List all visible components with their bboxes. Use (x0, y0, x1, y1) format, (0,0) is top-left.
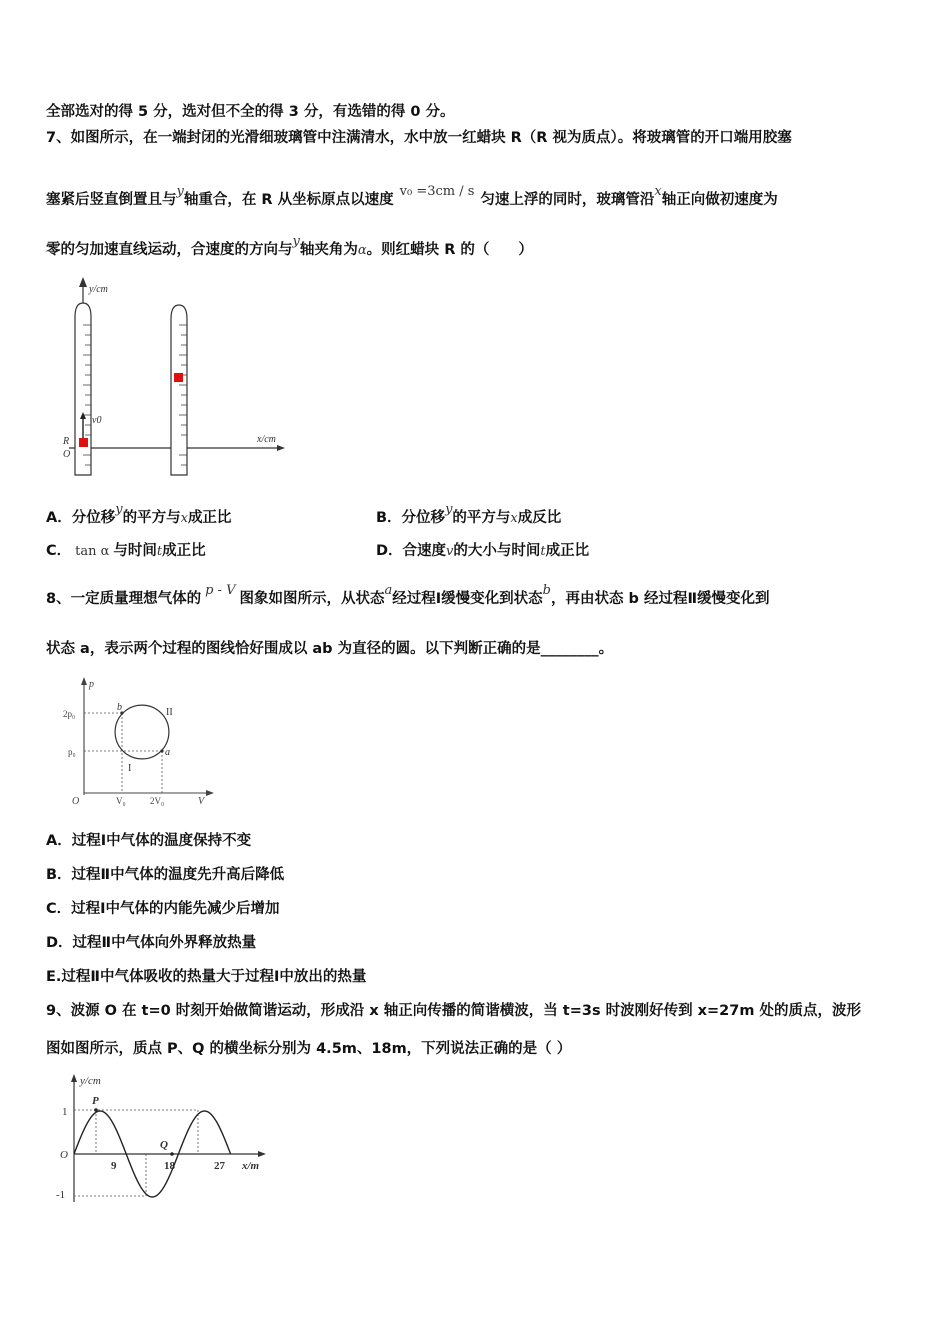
q8-option-b[interactable]: B．过程Ⅱ中气体的温度先升高后降低 (46, 867, 285, 883)
q7-option-a-pre: A．分位移 (46, 510, 116, 526)
q8-a-symbol: a (384, 583, 393, 598)
q8-pv-figure (62, 675, 222, 807)
q7-option-a-x: x (180, 511, 188, 526)
q8-option-d[interactable]: D．过程Ⅱ中气体向外界释放热量 (46, 935, 257, 951)
q8-tick-2v0: 2V₀ (150, 796, 165, 806)
q7-tube-right (171, 305, 187, 475)
q8-line1-b: 图象如图所示，从状态 (239, 591, 385, 607)
q7-wax-block-start (79, 438, 88, 447)
q7-option-b[interactable] (376, 502, 562, 529)
q7-line3-c: 。则红蜡块 R 的（ ） (366, 242, 533, 258)
q7-x-arrow (277, 445, 285, 451)
q7-tube-left (75, 303, 91, 475)
q7-option-d-v: v (446, 544, 454, 559)
q7-v0-expression: v₀ =3cm / s (399, 184, 475, 199)
q8-origin-label: O (72, 796, 80, 807)
q8-line1-a: 8、一定质量理想气体的 (46, 591, 202, 607)
q7-option-d-mid: 的大小与时间 (453, 543, 541, 559)
q9-wave-figure (42, 1070, 282, 1210)
q7-x-symbol: x (654, 184, 662, 199)
q9-tick-27: 27 (214, 1160, 225, 1172)
q8-line2: 状态 a，表示两个过程的图线恰好围成以 ab 为直径的圆。以下判断正确的是________。 (46, 641, 614, 657)
intro-text: 全部选对的得 5 分，选对但不全的得 3 分，有选错的得 0 分。 (46, 104, 455, 120)
q9-tick-minus1: -1 (56, 1189, 66, 1201)
q8-option-c[interactable]: C．过程Ⅰ中气体的内能先减少后增加 (46, 901, 280, 917)
q7-alpha-symbol: α (357, 243, 367, 258)
q8-label-a: a (165, 747, 170, 758)
q7-line2 (46, 184, 778, 211)
q9-point-p (94, 1108, 98, 1112)
q7-option-b-x: x (510, 511, 518, 526)
q8-label-b: b (117, 702, 122, 713)
q7-option-a-mid: 的平方与 (122, 510, 181, 526)
q7-wax-block-moved (174, 373, 183, 382)
q7-y-arrow (79, 277, 87, 287)
q9-line2: 图如图所示，质点 P、Q 的横坐标分别为 4.5m、18m，下列说法正确的是（ ） (46, 1041, 572, 1057)
q8-p-arrow (81, 677, 87, 685)
q7-line3-a: 零的匀加速直线运动，合速度的方向与 (46, 242, 293, 258)
q7-line2-a: 塞紧后竖直倒置且与 (46, 192, 177, 208)
q8-tick-2p0: 2p₀ (63, 709, 76, 719)
q9-tick-18: 18 (164, 1160, 175, 1172)
q9-x-label: x/m (242, 1160, 260, 1172)
q7-option-b-mid: 的平方与 (452, 510, 511, 526)
q7-line3-b: 轴夹角为 (299, 242, 358, 258)
q7-tube-figure (55, 275, 295, 480)
q8-b-symbol: b (542, 583, 551, 598)
q8-option-a[interactable]: A．过程Ⅰ中气体的温度保持不变 (46, 833, 252, 849)
q7-option-d-pre: D．合速度 (376, 543, 447, 559)
q7-line2-c: 匀速上浮的同时，玻璃管沿 (480, 192, 655, 208)
q9-label-q: Q (160, 1139, 168, 1151)
q8-point-a (160, 749, 163, 752)
q9-y-label: y/cm (80, 1075, 101, 1087)
q8-label-process-2: II (166, 707, 173, 718)
q7-y-symbol-2: y (292, 234, 300, 249)
q8-option-e[interactable]: E.过程Ⅱ中气体吸收的热量大于过程Ⅰ中放出的热量 (46, 969, 367, 985)
q7-option-c-tan: tan α (75, 544, 110, 559)
q8-line1 (46, 583, 770, 610)
q8-v-label: V (198, 796, 205, 807)
q7-option-c-end: 成正比 (162, 543, 206, 559)
q7-option-d-end: 成正比 (545, 543, 590, 559)
q9-label-p: P (92, 1095, 99, 1107)
q7-line2-d: 轴正向做初速度为 (661, 192, 778, 208)
q7-option-d-t: t (540, 544, 546, 559)
q7-r-label: R (63, 436, 70, 447)
q7-x-axis-label: x/cm (257, 434, 276, 445)
q9-tick-9: 9 (111, 1160, 117, 1172)
q7-option-c-pre: C． (46, 543, 72, 559)
q8-v-arrow (206, 790, 214, 796)
q8-tick-v0: V₀ (116, 796, 126, 806)
q7-line2-b: 轴重合，在 R 从坐标原点以速度 (183, 192, 394, 208)
q7-v0-label: v0 (92, 415, 102, 426)
q8-pv-symbol: p - V (205, 583, 236, 598)
q9-point-q (170, 1152, 174, 1156)
q7-option-c[interactable] (46, 541, 206, 562)
q9-line1: 9、波源 O 在 t=0 时刻开始做简谐运动，形成沿 x 轴正向传播的简谐横波，当 t=3s 时波刚好传到 x=27m 处的质点，波形 (46, 1003, 862, 1019)
q7-option-c-post: 与时间 (113, 543, 157, 559)
q8-line1-c: 经过程Ⅰ缓慢变化到状态 (392, 591, 543, 607)
q7-line1: 7、如图所示，在一端封闭的光滑细玻璃管中注满清水，水中放一红蜡块 R（R 视为质点）。将玻璃管的开口端用胶塞 (46, 130, 792, 146)
q8-line1-d: ，再由状态 b 经过程Ⅱ缓慢变化到 (550, 591, 770, 607)
q7-origin-label: O (63, 449, 71, 460)
q7-y-symbol: y (176, 184, 184, 199)
q9-x-arrow (258, 1151, 266, 1157)
q7-y-axis-label: y/cm (89, 284, 108, 295)
q7-line3 (46, 234, 533, 261)
q7-option-a[interactable] (46, 502, 232, 529)
q9-origin-label: O (60, 1149, 68, 1161)
q7-option-b-pre: B．分位移 (376, 510, 446, 526)
q7-option-b-y: y (445, 502, 453, 517)
q9-y-arrow (71, 1074, 77, 1082)
q8-p-label: p (89, 679, 94, 690)
q9-tick-1: 1 (62, 1106, 68, 1118)
q7-option-a-post: 成正比 (187, 510, 232, 526)
q8-tick-p0: p₀ (68, 747, 76, 757)
q7-option-c-t: t (156, 544, 163, 559)
q7-option-d[interactable] (376, 541, 589, 562)
q7-option-b-post: 成反比 (517, 510, 562, 526)
q7-option-a-y: y (115, 502, 123, 517)
q8-label-process-1: I (128, 763, 132, 774)
